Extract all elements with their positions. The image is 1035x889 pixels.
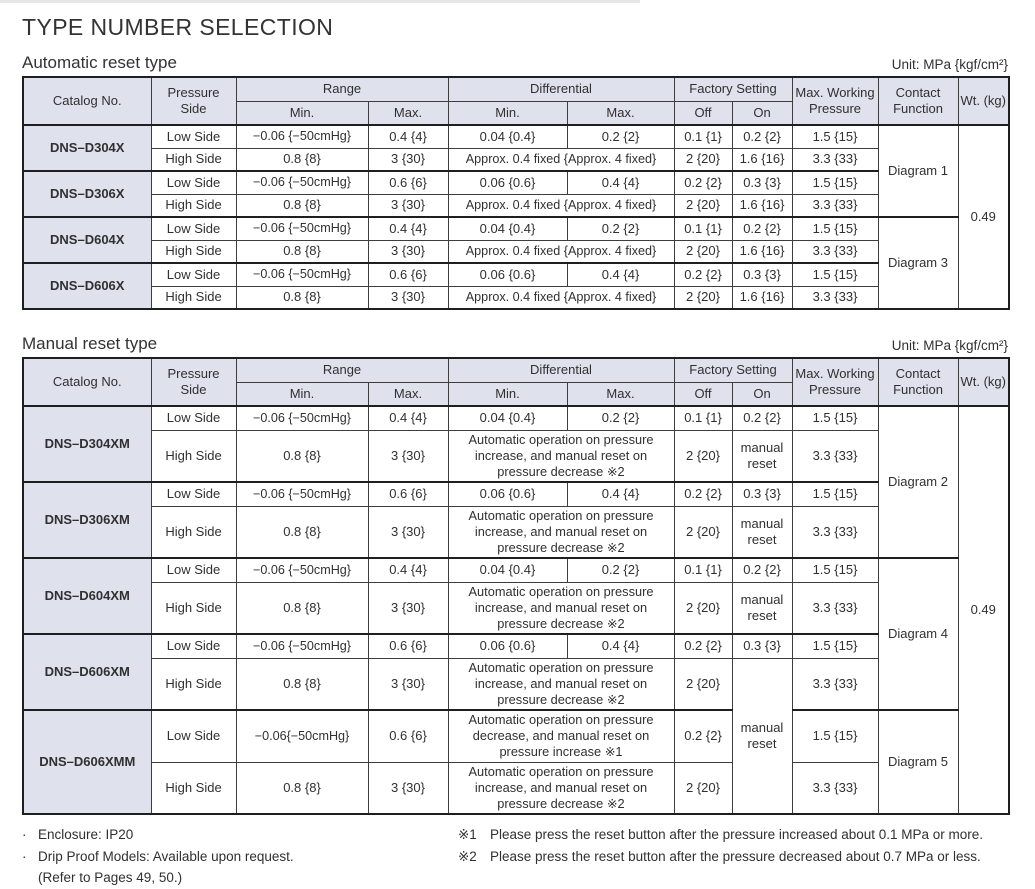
factory-on-cell: manual reset [732,506,792,558]
header-row [23,358,1009,382]
max-working-pressure-cell: 3.3 {33} [792,430,878,482]
page-title: TYPE NUMBER SELECTION [22,14,334,40]
range-min-cell: 0.8 {8} [236,582,368,634]
diff-span-cell: Automatic operation on pressure increase, and manual reset on pressure decrease ※2 [448,658,674,710]
factory-off-cell: 2 {20} [674,430,732,482]
diff-max-cell: 0.4 {4} [567,171,674,194]
catalog-cell: DNS–D604X [23,217,151,263]
col-header-range-min: Min. [236,101,368,125]
contact-function-cell: Diagram 3 [878,217,958,309]
max-working-pressure-cell: 3.3 {33} [792,148,878,171]
table-row [23,263,1009,286]
max-working-pressure-cell: 3.3 {33} [792,194,878,217]
factory-on-cell: 0.2 {2} [732,125,792,148]
catalog-cell: DNS–D606XM [23,634,151,710]
col-header-pressure-side: Pressure Side [151,77,236,125]
auto-unit-label: Unit: MPa {kgf/cm²} [891,57,1008,72]
factory-on-cell: 1.6 {16} [732,240,792,263]
diff-max-cell: 0.2 {2} [567,406,674,430]
col-header-differential: Differential [448,358,674,382]
range-min-cell: 0.8 {8} [236,430,368,482]
range-min-cell: 0.8 {8} [236,658,368,710]
reference-mark-1: ※1 [458,827,477,842]
factory-on-cell: 1.6 {16} [732,194,792,217]
pressure-side-cell: High Side [151,194,236,217]
footnote-text: Please press the reset button after the pressure decreased about 0.7 MPa or less. [490,848,981,864]
factory-off-cell: 0.2 {2} [674,263,732,286]
range-max-cell: 3 {30} [368,148,448,171]
col-header-diff-min: Min. [448,101,567,125]
auto-section-bar [22,53,1008,73]
footnote-ref2 [458,846,1008,868]
footnote-drip-proof [22,846,458,868]
catalog-cell: DNS–D304XM [23,406,151,482]
max-working-pressure-cell: 1.5 {15} [792,482,878,506]
footnote-ref1 [458,824,1008,846]
pressure-side-cell: High Side [151,762,236,814]
range-min-cell: 0.8 {8} [236,762,368,814]
table-row [23,430,1009,482]
range-max-cell: 3 {30} [368,430,448,482]
footnote-text: (Refer to Pages 49, 50.) [38,870,183,886]
range-min-cell: −0.06 {−50cmHg} [236,558,368,582]
table-row [23,582,1009,634]
footnotes-right [458,824,1008,867]
footnote-text: Drip Proof Models: Available upon request. [38,848,294,864]
factory-off-cell: 0.1 {1} [674,558,732,582]
catalog-cell: DNS–D606X [23,263,151,309]
pressure-side-cell: High Side [151,582,236,634]
pressure-side-cell: Low Side [151,558,236,582]
pressure-side-cell: Low Side [151,406,236,430]
footnote-text: Please press the reset button after the pressure increased about 0.1 MPa or more. [490,827,984,842]
pressure-side-cell: Low Side [151,710,236,762]
col-header-on: On [732,101,792,125]
col-header-off: Off [674,101,732,125]
range-max-cell: 0.6 {6} [368,634,448,658]
diff-min-cell: 0.04 {0.4} [448,125,567,148]
range-max-cell: 3 {30} [368,286,448,309]
page-edge-strip [0,0,640,3]
range-max-cell: 0.4 {4} [368,217,448,240]
factory-off-cell: 0.1 {1} [674,406,732,430]
pressure-side-cell: Low Side [151,482,236,506]
diff-max-cell: 0.4 {4} [567,482,674,506]
factory-on-cell: 0.2 {2} [732,558,792,582]
table-row [23,658,1009,710]
diff-max-cell: 0.4 {4} [567,263,674,286]
factory-off-cell: 2 {20} [674,582,732,634]
table-row [23,406,1009,430]
diff-min-cell: 0.04 {0.4} [448,217,567,240]
diff-max-cell: 0.2 {2} [567,125,674,148]
factory-off-cell: 0.2 {2} [674,171,732,194]
auto-section-title: Automatic reset type [22,53,177,72]
col-header-max-working-pressure: Max. Working Pressure [792,77,878,125]
max-working-pressure-cell: 1.5 {15} [792,125,878,148]
table-row [23,286,1009,309]
col-header-weight: Wt. (kg) [958,358,1009,406]
pressure-side-cell: Low Side [151,217,236,240]
max-working-pressure-cell: 1.5 {15} [792,171,878,194]
max-working-pressure-cell: 3.3 {33} [792,286,878,309]
col-header-factory-setting: Factory Setting [674,358,792,382]
factory-off-cell: 2 {20} [674,762,732,814]
range-max-cell: 3 {30} [368,762,448,814]
contact-function-cell: Diagram 5 [878,710,958,814]
factory-on-cell: manual reset [732,582,792,634]
max-working-pressure-cell: 3.3 {33} [792,658,878,710]
contact-function-cell: Diagram 1 [878,125,958,217]
range-min-cell: −0.06 {−50cmHg} [236,406,368,430]
reference-mark-2: ※2 [458,848,477,864]
col-header-pressure-side: Pressure Side [151,358,236,406]
weight-cell: 0.49 [958,406,1009,814]
table-row [23,558,1009,582]
max-working-pressure-cell: 1.5 {15} [792,406,878,430]
diff-span-cell: Automatic operation on pressure increase, and manual reset on pressure decrease ※2 [448,582,674,634]
col-header-differential: Differential [448,77,674,101]
manual-section-bar [22,334,1008,354]
range-max-cell: 0.6 {6} [368,263,448,286]
col-header-catalog: Catalog No. [23,358,151,406]
footnote-enclosure [22,824,458,846]
max-working-pressure-cell: 1.5 {15} [792,217,878,240]
table-row [23,710,1009,762]
factory-off-cell: 2 {20} [674,240,732,263]
diff-span-cell: Automatic operation on pressure increase, and manual reset on pressure decrease ※2 [448,762,674,814]
range-min-cell: 0.8 {8} [236,240,368,263]
factory-off-cell: 2 {20} [674,148,732,171]
factory-on-cell: 0.2 {2} [732,217,792,240]
diff-min-cell: 0.06 {0.6} [448,482,567,506]
manual-section-title: Manual reset type [22,334,158,353]
range-max-cell: 3 {30} [368,658,448,710]
contact-function-cell: Diagram 2 [878,406,958,558]
range-min-cell: −0.06 {−50cmHg} [236,482,368,506]
pressure-side-cell: Low Side [151,171,236,194]
diff-min-cell: 0.06 {0.6} [448,171,567,194]
range-max-cell: 0.6 {6} [368,710,448,762]
factory-off-cell: 2 {20} [674,286,732,309]
max-working-pressure-cell: 3.3 {33} [792,506,878,558]
col-header-on: On [732,382,792,406]
factory-on-cell: 0.3 {3} [732,482,792,506]
table-row [23,634,1009,658]
bullet-icon: · [22,848,27,864]
factory-off-cell: 2 {20} [674,194,732,217]
factory-off-cell: 0.1 {1} [674,217,732,240]
col-header-diff-max: Max. [567,382,674,406]
factory-on-merged-cell: manual reset [732,658,792,814]
range-max-cell: 3 {30} [368,194,448,217]
col-header-range-max: Max. [368,101,448,125]
max-working-pressure-cell: 3.3 {33} [792,240,878,263]
catalog-cell: DNS–D304X [23,125,151,171]
header-row [23,77,1009,101]
table-row [23,506,1009,558]
factory-on-cell: 0.3 {3} [732,263,792,286]
catalog-cell: DNS–D604XM [23,558,151,634]
range-min-cell: −0.06{−50cmHg} [236,710,368,762]
range-min-cell: 0.8 {8} [236,506,368,558]
table-row [23,194,1009,217]
pressure-side-cell: Low Side [151,125,236,148]
factory-on-cell: 1.6 {16} [732,286,792,309]
diff-min-cell: 0.06 {0.6} [448,634,567,658]
table-row [23,217,1009,240]
pressure-side-cell: High Side [151,430,236,482]
diff-max-cell: 0.2 {2} [567,217,674,240]
diff-span-cell: Approx. 0.4 fixed {Approx. 4 fixed} [448,194,674,217]
table-row [23,148,1009,171]
factory-off-cell: 0.2 {2} [674,634,732,658]
col-header-off: Off [674,382,732,406]
range-min-cell: 0.8 {8} [236,194,368,217]
footnote-text: Enclosure: IP20 [38,827,134,842]
catalog-cell: DNS–D306XM [23,482,151,558]
range-min-cell: −0.06 {−50cmHg} [236,217,368,240]
factory-off-cell: 2 {20} [674,506,732,558]
max-working-pressure-cell: 1.5 {15} [792,710,878,762]
col-header-factory-setting: Factory Setting [674,77,792,101]
range-min-cell: 0.8 {8} [236,148,368,171]
pressure-side-cell: High Side [151,658,236,710]
range-max-cell: 0.4 {4} [368,125,448,148]
manual-reset-table [22,357,1010,815]
footnotes [22,824,1008,889]
diff-span-cell: Approx. 0.4 fixed {Approx. 4 fixed} [448,240,674,263]
range-max-cell: 0.6 {6} [368,171,448,194]
max-working-pressure-cell: 3.3 {33} [792,762,878,814]
range-max-cell: 0.4 {4} [368,558,448,582]
pressure-side-cell: High Side [151,240,236,263]
factory-off-cell: 0.2 {2} [674,482,732,506]
range-min-cell: −0.06 {−50cmHg} [236,263,368,286]
factory-on-cell: manual reset [732,430,792,482]
factory-on-cell: 0.2 {2} [732,406,792,430]
col-header-weight: Wt. (kg) [958,77,1009,125]
range-max-cell: 3 {30} [368,240,448,263]
col-header-contact-function: Contact Function [878,358,958,406]
pressure-side-cell: High Side [151,148,236,171]
contact-function-cell: Diagram 4 [878,558,958,710]
range-max-cell: 0.4 {4} [368,406,448,430]
catalog-cell: DNS–D306X [23,171,151,217]
factory-on-cell: 0.3 {3} [732,634,792,658]
pressure-side-cell: Low Side [151,263,236,286]
manual-unit-label: Unit: MPa {kgf/cm²} [891,338,1008,353]
automatic-reset-table [22,76,1010,310]
pressure-side-cell: High Side [151,286,236,309]
factory-off-cell: 2 {20} [674,658,732,710]
diff-min-cell: 0.04 {0.4} [448,558,567,582]
table-row [23,240,1009,263]
diff-min-cell: 0.04 {0.4} [448,406,567,430]
max-working-pressure-cell: 3.3 {33} [792,582,878,634]
max-working-pressure-cell: 1.5 {15} [792,634,878,658]
pressure-side-cell: High Side [151,506,236,558]
diff-span-cell: Automatic operation on pressure decrease, and manual reset on pressure increase ※1 [448,710,674,762]
col-header-diff-min: Min. [448,382,567,406]
col-header-range-max: Max. [368,382,448,406]
factory-on-cell: 0.3 {3} [732,171,792,194]
diff-max-cell: 0.2 {2} [567,558,674,582]
table-row [23,762,1009,814]
range-min-cell: 0.8 {8} [236,286,368,309]
range-min-cell: −0.06 {−50cmHg} [236,125,368,148]
catalog-cell: DNS–D606XMM [23,710,151,814]
col-header-diff-max: Max. [567,101,674,125]
range-max-cell: 0.6 {6} [368,482,448,506]
max-working-pressure-cell: 1.5 {15} [792,558,878,582]
table-row [23,482,1009,506]
diff-max-cell: 0.4 {4} [567,634,674,658]
col-header-range: Range [236,358,448,382]
range-max-cell: 3 {30} [368,582,448,634]
diff-min-cell: 0.06 {0.6} [448,263,567,286]
col-header-contact-function: Contact Function [878,77,958,125]
table-row [23,171,1009,194]
col-header-range: Range [236,77,448,101]
col-header-range-min: Min. [236,382,368,406]
weight-cell: 0.49 [958,125,1009,309]
range-min-cell: −0.06 {−50cmHg} [236,634,368,658]
range-min-cell: −0.06 {−50cmHg} [236,171,368,194]
col-header-catalog: Catalog No. [23,77,151,125]
diff-span-cell: Automatic operation on pressure increase, and manual reset on pressure decrease ※2 [448,430,674,482]
diff-span-cell: Approx. 0.4 fixed {Approx. 4 fixed} [448,286,674,309]
max-working-pressure-cell: 1.5 {15} [792,263,878,286]
col-header-max-working-pressure: Max. Working Pressure [792,358,878,406]
range-max-cell: 3 {30} [368,506,448,558]
footnote-refer-pages [22,867,458,889]
diff-span-cell: Approx. 0.4 fixed {Approx. 4 fixed} [448,148,674,171]
bullet-icon: · [22,827,27,842]
footnotes-left [22,824,458,889]
factory-on-cell: 1.6 {16} [732,148,792,171]
table-row [23,125,1009,148]
pressure-side-cell: Low Side [151,634,236,658]
factory-off-cell: 0.1 {1} [674,125,732,148]
factory-off-cell: 0.2 {2} [674,710,732,762]
diff-span-cell: Automatic operation on pressure increase, and manual reset on pressure decrease ※2 [448,506,674,558]
